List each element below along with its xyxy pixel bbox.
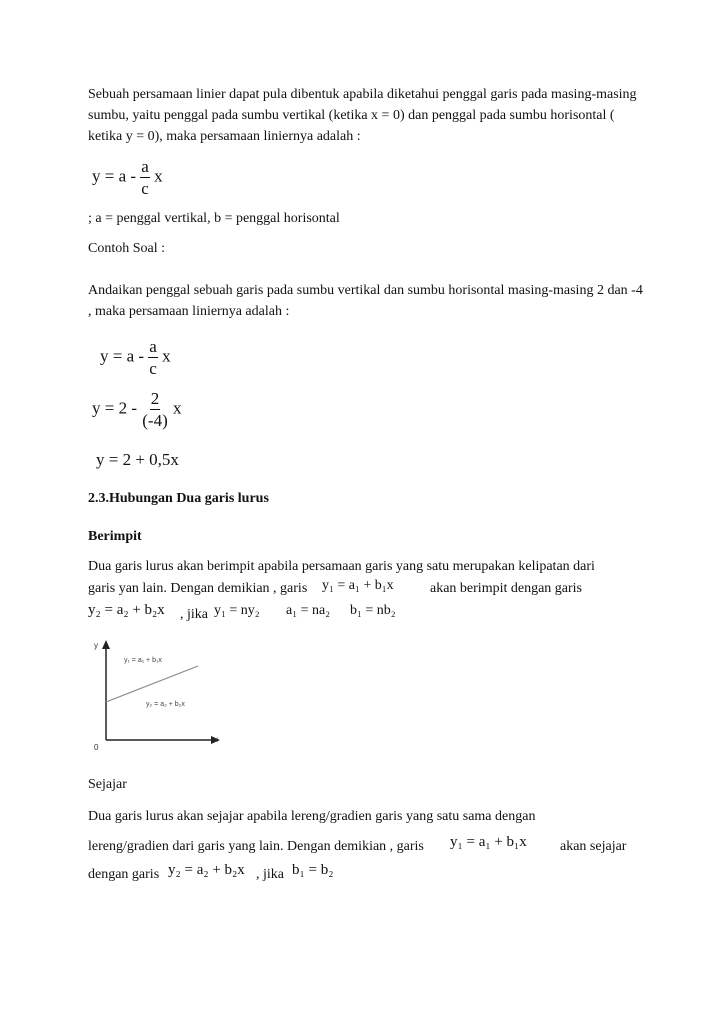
legend-text: ; a = penggal vertikal, b = penggal horisontal bbox=[88, 211, 340, 226]
sejajar-cond-b: b₁ = b₂ bbox=[292, 862, 334, 878]
x-axis-label: x bbox=[214, 735, 218, 744]
formula-step2-rhs: x bbox=[172, 398, 182, 418]
sejajar-line3-start: dengan garis bbox=[88, 867, 160, 882]
sejajar-heading: Sejajar bbox=[88, 777, 127, 792]
formula-step1-denominator: c bbox=[149, 359, 157, 378]
formula-general-lhs: y = a - bbox=[92, 166, 141, 186]
section-heading: 2.3.Hubungan Dua garis lurus bbox=[88, 491, 269, 506]
formula-general-rhs: x bbox=[154, 166, 163, 186]
formula-step2-numerator: 2 bbox=[150, 389, 160, 408]
formula-general bbox=[92, 158, 163, 197]
sejajar-line2-start: lereng/gradien dari garis yang lain. Dengan demikian , garis bbox=[88, 839, 424, 854]
berimpit-line1: Dua garis lurus akan berimpit apabila persamaan garis yang satu merupakan kelipatan dari bbox=[88, 559, 595, 574]
y-axis-arrow-icon bbox=[102, 640, 110, 649]
formula-step1-rhs: x bbox=[162, 346, 171, 366]
berimpit-eq-y1: y₁ = a₁ + b₁x bbox=[322, 578, 394, 593]
coincident-line bbox=[106, 666, 198, 702]
example-text: Andaikan penggal sebuah garis pada sumbu vertikal dan sumbu horisontal masing-masing 2 dan -4 , maka persamaan liniernya adalah : bbox=[88, 283, 643, 319]
line2-label: y₂ = a₂ + b₂x bbox=[146, 701, 185, 708]
formula-general-numerator: a bbox=[141, 157, 149, 176]
berimpit-jika: , jika bbox=[180, 607, 208, 622]
example-title: Contoh Soal : bbox=[88, 241, 166, 256]
berimpit-cond-b: b₁ = nb₂ bbox=[350, 603, 396, 618]
formula-step2 bbox=[92, 390, 181, 429]
formula-general-denominator: c bbox=[141, 179, 149, 198]
berimpit-heading: Berimpit bbox=[88, 529, 142, 544]
berimpit-diagram bbox=[86, 636, 236, 754]
intro-paragraph: Sebuah persamaan linier dapat pula dibentuk apabila diketahui penggal garis pada masing-masing sumbu, yaitu penggal pada sumbu vertikal (ketika x = 0) dan penggal pada sumbu horisontal ( ketika y = 0), maka persamaan liniernya adalah : bbox=[88, 87, 637, 144]
formula-step2-lhs: y = 2 - bbox=[92, 398, 142, 418]
berimpit-line2-end: akan berimpit dengan garis bbox=[430, 581, 583, 596]
line1-label: y₁ = a₁ + b₁x bbox=[124, 657, 162, 664]
berimpit-cond-a: a₁ = na₂ bbox=[286, 603, 331, 618]
berimpit-cond-y: y₁ = ny₂ bbox=[214, 603, 260, 618]
sejajar-jika: , jika bbox=[256, 867, 284, 882]
y-axis-label: y bbox=[94, 641, 98, 650]
formula-step3: y = 2 + 0,5x bbox=[96, 450, 179, 469]
formula-step2-denominator: (-4) bbox=[142, 411, 168, 430]
formula-step1-numerator: a bbox=[149, 337, 157, 356]
sejajar-line2-end: akan sejajar bbox=[560, 839, 627, 854]
sejajar-eq-y1: y₁ = a₁ + b₁x bbox=[450, 834, 527, 850]
formula-step1-lhs: y = a - bbox=[100, 346, 149, 366]
berimpit-eq-y2: y₂ = a₂ + b₂x bbox=[88, 602, 165, 618]
berimpit-line2-start: garis yan lain. Dengan demikian , garis bbox=[88, 581, 308, 596]
formula-step1-fraction bbox=[148, 338, 158, 377]
formula-step1 bbox=[100, 338, 171, 377]
sejajar-eq-y2: y₂ = a₂ + b₂x bbox=[168, 862, 245, 878]
formula-step2-fraction bbox=[141, 390, 168, 429]
origin-label: 0 bbox=[94, 743, 99, 752]
sejajar-line1: Dua garis lurus akan sejajar apabila lereng/gradien garis yang satu sama dengan bbox=[88, 809, 536, 824]
formula-general-fraction bbox=[140, 158, 150, 197]
